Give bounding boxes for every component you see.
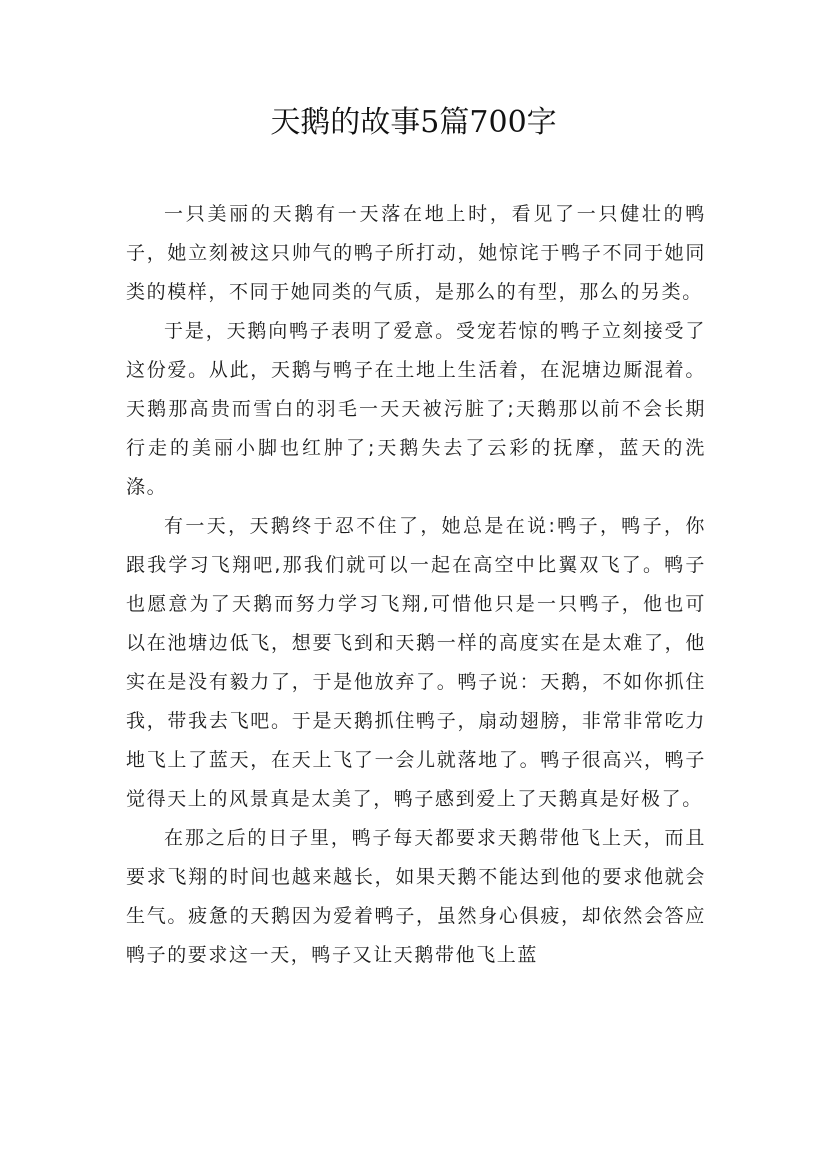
paragraph-2: 于是，天鹅向鸭子表明了爱意。受宠若惊的鸭子立刻接受了这份爱。从此，天鹅与鸭子在土地上生活着，在泥塘边厮混着。天鹅那高贵而雪白的羽毛一天天被污脏了;天鹅那以前不会长期行走的美丽小脚也红肿了;天鹅失去了云彩的抚摩，蓝天的洗涤。 (126, 320, 706, 498)
paragraph-1: 一只美丽的天鹅有一天落在地上时，看见了一只健壮的鸭子，她立刻被这只帅气的鸭子所打动，她惊诧于鸭子不同于她同类的模样，不同于她同类的气质，是那么的有型，那么的另类。 (126, 203, 706, 303)
document-body (126, 195, 706, 975)
paragraph-4: 在那之后的日子里，鸭子每天都要求天鹅带他飞上天，而且要求飞翔的时间也越来越长，如果天鹅不能达到他的要求他就会生气。疲惫的天鹅因为爱着鸭子，虽然身心俱疲，却依然会答应鸭子的要求这一天，鸭子又让天鹅带他飞上蓝 (126, 827, 706, 966)
paragraph-3: 有一天，天鹅终于忍不住了，她总是在说:鸭子，鸭子，你跟我学习飞翔吧,那我们就可以一起在高空中比翼双飞了。鸭子也愿意为了天鹅而努力学习飞翔,可惜他只是一只鸭子，他也可以在池塘边低飞，想要飞到和天鹅一样的高度实在是太难了，他实在是没有毅力了，于是他放弃了。鸭子说：天鹅，不如你抓住我，带我去飞吧。于是天鹅抓住鸭子，扇动翅膀，非常非常吃力地飞上了蓝天，在天上飞了一会儿就落地了。鸭子很高兴，鸭子觉得天上的风景真是太美了，鸭子感到爱上了天鹅真是好极了。 (126, 515, 706, 810)
document-title: 天鹅的故事5篇700字 (270, 105, 557, 140)
